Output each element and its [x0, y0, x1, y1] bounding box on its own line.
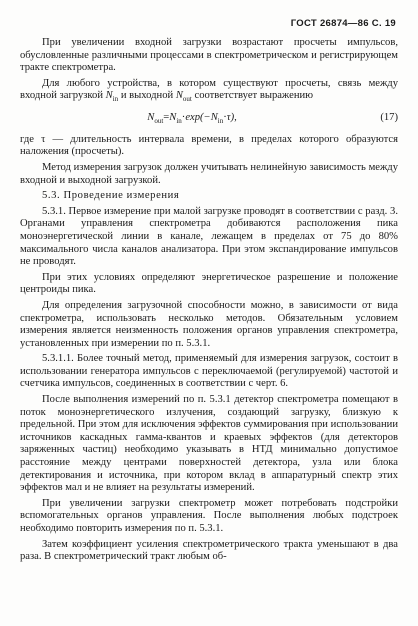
formula-dot: ·: [181, 112, 186, 124]
formula-n-in-2-sub: in: [217, 117, 224, 126]
n-in-subscript: in: [112, 95, 119, 104]
paragraph-1: При увеличении входной загрузки возрастают просчеты импульсов, обусловленные различными процессами в спектрометрическом и регистрирующем тракте спектрометра.: [20, 37, 398, 74]
page-header: ГОСТ 26874—86 С. 19: [290, 18, 396, 29]
equation-formula: [20, 112, 364, 128]
paragraph-8: 5.3.1.1. Более точный метод, применяемый для измерения загрузок, состоит в использовании генератора импульсов с переключаемой (регулируемой) частотой и счетчика импульсов, соединенных в соответствии с черт. 6.: [20, 353, 398, 390]
paragraph-6: При этих условиях определяют энергетическое разрешение и положение центроиды пика.: [20, 271, 398, 296]
formula-n-in: N: [169, 112, 177, 124]
paragraph-4: Метод измерения загрузок должен учитывать нелинейную зависимость между входной и выходной загрузкой.: [20, 161, 398, 186]
paragraph-3: где τ — длительность интервала времени, в пределах которого образуются наложения (просчеты).: [20, 133, 398, 158]
formula-tau: τ),: [226, 112, 237, 124]
formula-exp: exp(−: [185, 112, 211, 124]
paragraph-10: При увеличении загрузки спектрометр может потребовать подстройки вспомогательных органов управления. После выполнения любых подстроек необходимо повторить измерения по п. 5.3.1.: [20, 497, 398, 534]
document-body: [20, 37, 398, 567]
n-out-symbol: N: [175, 90, 183, 102]
formula-n-in-sub: in: [176, 117, 182, 126]
formula-n-out-sub: out: [154, 117, 164, 126]
paragraph-2-text-a: Для любого устройства, в котором существуют просчеты, связь между входной загрузкой: [20, 77, 398, 102]
section-heading: 5.3. Проведение измерения: [42, 190, 180, 202]
paragraph-9: После выполнения измерений по п. 5.3.1 детектор спектрометра помещают в поток моноэнергетического излучения, создающий загрузку, близкую к предельной. При этом для исключения эффектов суммирования при использовании источников каскадных гамма-квантов и краевых эффектов (для детекторов заряженных частиц) необходимо указывать в НТД минимально допустимое расстояние между центрами поверхностей детектора, узла или блока детектирования и источника, при котором вклад в аппаратурный спектр этих эффектов мал и не влияет на результаты измерений.: [20, 394, 398, 494]
formula-dot-2: ·: [223, 112, 227, 124]
equation-17: [20, 112, 398, 128]
formula-n-in-2: N: [210, 112, 218, 124]
paragraph-7: Для определения загрузочной способности можно, в зависимости от вида спектрометра, использовать несколько методов. Обязательным условием измерения является неизменность положения органов управления спектрометра, установленных при измерении по п. 5.3.1.: [20, 299, 398, 349]
n-out-subscript: out: [182, 95, 192, 104]
formula-equals: =: [163, 112, 170, 124]
n-in-symbol: N: [105, 90, 113, 102]
paragraph-5: 5.3.1. Первое измерение при малой загрузке проводят в соответствии с разд. 3. Органами управления спектрометра добиваются расположения пика моноэнергетической линии в канале, лежащем в пределах от 75 до 80% максимального числа каналов анализатора. При этом экспандирование импульсов не проводят.: [20, 205, 398, 268]
paragraph-2-text-b: и выходной: [118, 90, 176, 102]
equation-number: (17): [380, 112, 398, 124]
paragraph-11: Затем коэффициент усиления спектрометрического тракта уменьшают в два раза. В спектрометрический тракт любым об-: [20, 538, 398, 563]
paragraph-2: [20, 78, 398, 106]
paragraph-2-text-c: соответствует выражению: [191, 90, 314, 102]
formula-n-out: N: [147, 112, 155, 124]
